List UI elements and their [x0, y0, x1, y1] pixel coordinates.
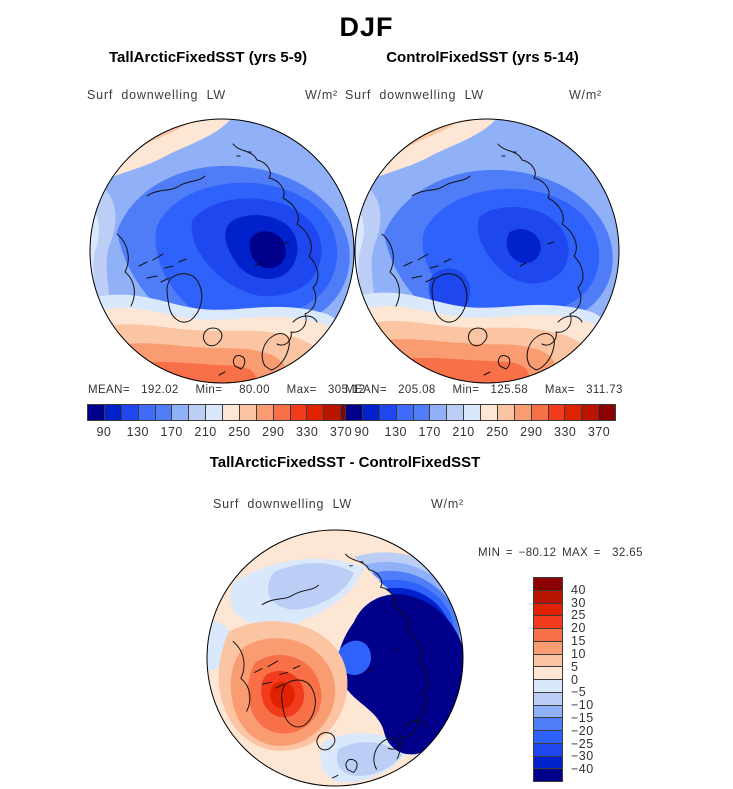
colorbar-tick-label: 90: [96, 425, 112, 439]
colorbar-cell: [533, 692, 563, 706]
colorbar-tick-label: −30: [571, 749, 594, 764]
colorbar-cell: [256, 404, 274, 421]
colorbar-cell: [87, 404, 105, 421]
colorbar-cell: [155, 404, 173, 421]
colorbar-tick-label: 330: [296, 425, 319, 439]
colorbar-tick-label: 130: [126, 425, 149, 439]
colorbar-cell: [533, 717, 563, 731]
colorbar-cell: [533, 654, 563, 668]
colorbar-tick-label: −40: [571, 762, 594, 777]
colorbar-cell: [222, 404, 240, 421]
panel-title-control: ControlFixedSST (yrs 5-14): [386, 49, 579, 66]
colorbar-tick-label: 250: [486, 425, 509, 439]
colorbar-tick-label: −5: [571, 685, 587, 700]
colorbar-tick-label: 370: [587, 425, 611, 439]
colorbar-cell: [290, 404, 308, 421]
variable-label-right: Surf downwelling LW: [345, 88, 484, 102]
map-control: [352, 116, 622, 386]
colorbar-cell: [533, 756, 563, 770]
colorbar-tick-label: 10: [571, 646, 586, 661]
colorbar-tick-label: 370: [329, 425, 353, 439]
colorbar-tick-label: −25: [571, 736, 594, 751]
colorbar-cell: [533, 641, 563, 655]
units-label-diff: W/m²: [430, 497, 464, 511]
colorbar-cell: [533, 603, 563, 617]
page-title: DJF: [339, 12, 394, 42]
colorbar-cell: [533, 743, 563, 757]
colorbar-tallarctic: [87, 404, 358, 439]
variable-label-left: Surf downwelling LW: [87, 88, 226, 102]
stats-tallarctic: MEAN= 192.02 Min= 80.00 Max= 305.12: [88, 384, 366, 396]
colorbar-cell: [548, 404, 566, 421]
colorbar-tick-label: 250: [228, 425, 251, 439]
colorbar-cell: [379, 404, 397, 421]
colorbar-tick-label: 130: [384, 425, 407, 439]
stats-control: MEAN= 205.08 Min= 125.58 Max= 311.73: [345, 384, 623, 396]
colorbar-cell: [533, 590, 563, 604]
colorbar-tick-label: 210: [452, 425, 475, 439]
colorbar-tick-label: 170: [418, 425, 441, 439]
colorbar-cell: [598, 404, 616, 421]
colorbar-cell: [362, 404, 380, 421]
colorbar-tick-label: 170: [160, 425, 183, 439]
colorbar-tick-label: 25: [571, 608, 586, 623]
colorbar-cell: [413, 404, 431, 421]
colorbar-cell: [121, 404, 139, 421]
colorbar-cell: [171, 404, 189, 421]
colorbar-tick-label: 90: [354, 425, 370, 439]
stats-difference: MIN = −80.12 MAX = 32.65: [478, 547, 643, 559]
colorbar-tick-label: 15: [571, 634, 586, 649]
colorbar-cell: [104, 404, 122, 421]
colorbar-tick-label: 290: [262, 425, 285, 439]
colorbar-cell: [446, 404, 464, 421]
colorbar-control: [345, 404, 616, 439]
colorbar-cell: [463, 404, 481, 421]
colorbar-tick-label: 40: [571, 582, 586, 597]
colorbar-cell: [273, 404, 291, 421]
colorbar-cell: [533, 577, 563, 591]
colorbar-cell: [205, 404, 223, 421]
colorbar-difference: [533, 577, 594, 782]
units-label-left: W/m²: [304, 88, 338, 102]
colorbar-cell: [533, 666, 563, 680]
colorbar-cell: [497, 404, 515, 421]
units-label-right: W/m²: [568, 88, 602, 102]
colorbar-cell: [480, 404, 498, 421]
colorbar-tick-label: 330: [554, 425, 577, 439]
panel-title-tallarctic: TallArcticFixedSST (yrs 5-9): [108, 49, 308, 66]
colorbar-tick-label: −15: [571, 710, 594, 725]
colorbar-tick-label: 290: [520, 425, 543, 439]
colorbar-cell: [533, 628, 563, 642]
colorbar-cell: [514, 404, 532, 421]
colorbar-cell: [531, 404, 549, 421]
colorbar-cell: [396, 404, 414, 421]
colorbar-tick-label: −20: [571, 723, 594, 738]
colorbar-cell: [533, 679, 563, 693]
colorbar-cell: [533, 615, 563, 629]
map-tallarctic: [87, 116, 357, 386]
colorbar-tick-label: 0: [571, 672, 579, 687]
variable-label-diff: Surf downwelling LW: [213, 497, 352, 511]
colorbar-cell: [533, 768, 563, 782]
colorbar-cell: [188, 404, 206, 421]
colorbar-tick-label: 5: [571, 659, 579, 674]
colorbar-tick-label: −10: [571, 698, 594, 713]
colorbar-cell: [345, 404, 363, 421]
panel-title-difference: TallArcticFixedSST - ControlFixedSST: [209, 454, 481, 471]
colorbar-cell: [138, 404, 156, 421]
colorbar-cell: [533, 730, 563, 744]
colorbar-tick-label: 30: [571, 595, 586, 610]
colorbar-cell: [306, 404, 324, 421]
colorbar-cell: [581, 404, 599, 421]
colorbar-cell: [323, 404, 341, 421]
colorbar-cell: [239, 404, 257, 421]
map-difference: [204, 527, 466, 789]
colorbar-cell: [429, 404, 447, 421]
colorbar-cell: [564, 404, 582, 421]
colorbar-tick-label: 210: [194, 425, 217, 439]
colorbar-cell: [533, 705, 563, 719]
colorbar-tick-label: 20: [571, 621, 586, 636]
